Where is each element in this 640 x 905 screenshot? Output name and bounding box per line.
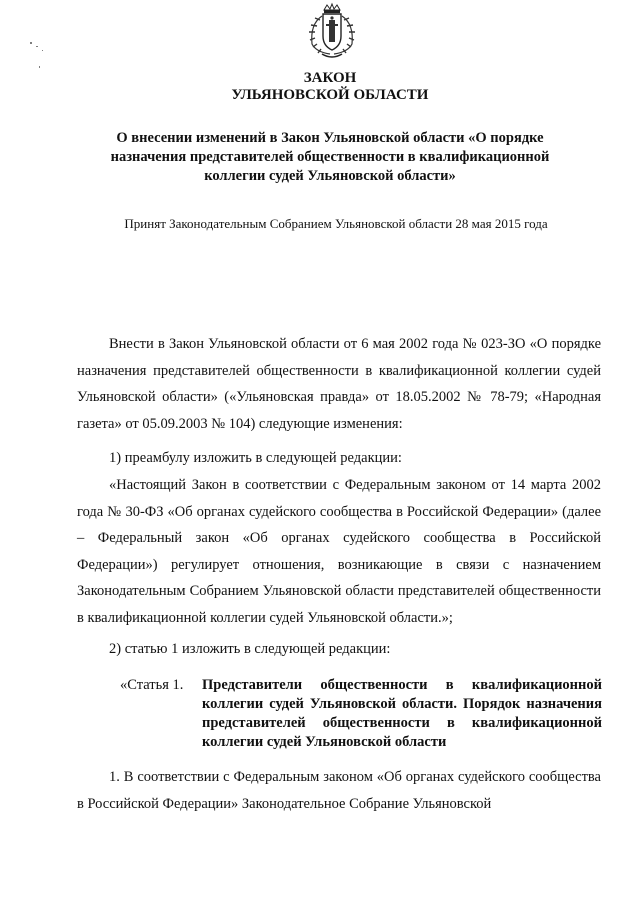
clause1-paragraph: 1. В соответствии с Федеральным законом «Об органах судейского сообщества в Российской Федерации» Законодательное Собрание Ульяновской [77,769,601,812]
preamble-block [77,472,601,631]
scan-speck [36,46,38,47]
item2-paragraph: 2) статью 1 изложить в следующей редакции: [109,641,391,657]
article-number: «Статья 1. [120,677,184,693]
coat-of-arms-icon [296,2,368,60]
scan-speck [42,50,43,51]
region-heading: УЛЬЯНОВСКОЙ ОБЛАСТИ [231,87,429,103]
intro-block [77,331,601,437]
intro-paragraph: Внести в Закон Ульяновской области от 6 мая 2002 года № 023-ЗО «О порядке назначения представителей общественности в квалификационной коллегии судей Ульяновской области» («Ульяновская правда» от 18.05.2002 № 78-79; «Народная газета» от 05.09.2003 № 104) следующие изменения: [77,336,601,432]
scan-speck [39,66,40,68]
clause1-block [77,764,601,817]
item1-block [77,445,601,472]
article-title: Представители общественности в квалификационной коллегии судей Ульяновской области. Порядок назначения представителей общественности в квалификационной коллегии судей Ульяновской области [202,677,602,750]
document-title: О внесении изменений в Закон Ульяновской области «О порядке назначения представителей общественности в квалификационной коллегии судей Ульяновской области» [110,130,550,184]
item1-paragraph: 1) преамбулу изложить в следующей редакции: [109,450,402,466]
law-type-heading: ЗАКОН [303,70,357,86]
preamble-paragraph: «Настоящий Закон в соответствии с Федеральным законом от 14 марта 2002 года № 30-ФЗ «Об органах судейского сообщества в Российской Федерации» (далее – Федеральный закон «Об органах судейского сообщества в Российской Федерации») регулирует отношения, возникающие в связи с назначением Законодательным Собранием Ульяновской области представителей общественности в квалификационной коллегии судей Ульяновской области.»; [77,477,601,626]
scan-speck [30,42,32,44]
item2-block [77,636,601,663]
adoption-note: Принят Законодательным Собранием Ульяновской области 28 мая 2015 года [124,216,548,231]
